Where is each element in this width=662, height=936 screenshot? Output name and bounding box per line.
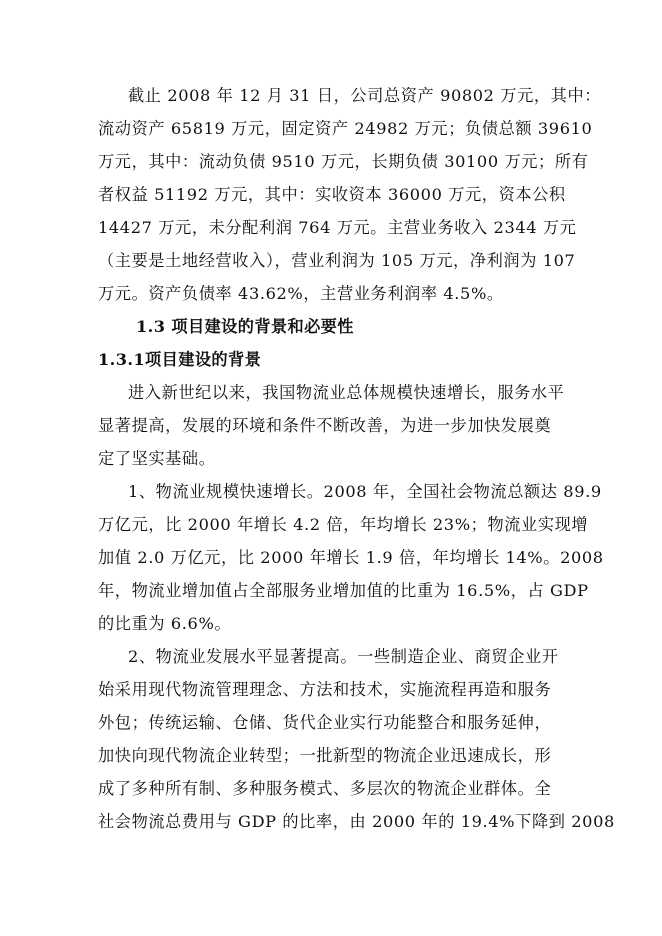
paragraph-assets-line-4: 者权益 51192 万元，其中：实收资本 36000 万元，资本公积 bbox=[98, 185, 566, 204]
paragraph-point2-line-1: 2、物流业发展水平显著提高。一些制造企业、商贸企业开 bbox=[128, 647, 559, 666]
paragraph-assets-line-2: 流动资产 65819 万元，固定资产 24982 万元；负债总额 39610 bbox=[98, 119, 593, 138]
paragraph-point1-line-3: 加值 2.0 万亿元，比 2000 年增长 1.9 倍，年均增长 14%。2008 bbox=[98, 548, 604, 567]
paragraph-point2-line-6: 社会物流总费用与 GDP 的比率，由 2000 年的 19.4%下降到 2008 bbox=[98, 812, 615, 831]
section-heading: 1.3 项目建设的背景和必要性 bbox=[136, 317, 354, 336]
paragraph-assets-line-5: 14427 万元，未分配利润 764 万元。主营业务收入 2344 万元 bbox=[98, 218, 577, 237]
paragraph-point1-line-1: 1、物流业规模快速增长。2008 年，全国社会物流总额达 89.9 bbox=[128, 482, 602, 501]
subsection-heading: 1.3.1项目建设的背景 bbox=[98, 350, 262, 369]
paragraph-point1-line-4: 年，物流业增加值占全部服务业增加值的比重为 16.5%，占 GDP bbox=[98, 581, 589, 600]
paragraph-assets-line-7: 万元。资产负债率 43.62%，主营业务利润率 4.5%。 bbox=[98, 284, 504, 303]
paragraph-point2-line-4: 加快向现代物流企业转型；一批新型的物流企业迅速成长，形 bbox=[98, 746, 552, 765]
paragraph-intro-line-2: 显著提高，发展的环境和条件不断改善，为进一步加快发展奠 bbox=[98, 416, 552, 435]
paragraph-assets-line-1: 截止 2008 年 12 月 31 日，公司总资产 90802 万元，其中： bbox=[128, 86, 602, 105]
paragraph-point1-line-5: 的比重为 6.6%。 bbox=[98, 614, 232, 633]
paragraph-assets-line-3: 万元，其中：流动负债 9510 万元，长期负债 30100 万元；所有 bbox=[98, 152, 589, 171]
paragraph-point1-line-2: 万亿元，比 2000 年增长 4.2 倍，年均增长 23%；物流业实现增 bbox=[98, 515, 589, 534]
paragraph-point2-line-5: 成了多种所有制、多种服务模式、多层次的物流企业群体。全 bbox=[98, 779, 552, 798]
paragraph-intro-line-3: 定了坚实基础。 bbox=[98, 449, 216, 468]
paragraph-point2-line-2: 始采用现代物流管理理念、方法和技术，实施流程再造和服务 bbox=[98, 680, 552, 699]
paragraph-assets-line-6: （主要是土地经营收入），营业利润为 105 万元，净利润为 107 bbox=[98, 251, 576, 270]
paragraph-point2-line-3: 外包；传统运输、仓储、货代企业实行功能整合和服务延伸， bbox=[98, 713, 552, 732]
paragraph-intro-line-1: 进入新世纪以来，我国物流业总体规模快速增长，服务水平 bbox=[128, 383, 565, 402]
